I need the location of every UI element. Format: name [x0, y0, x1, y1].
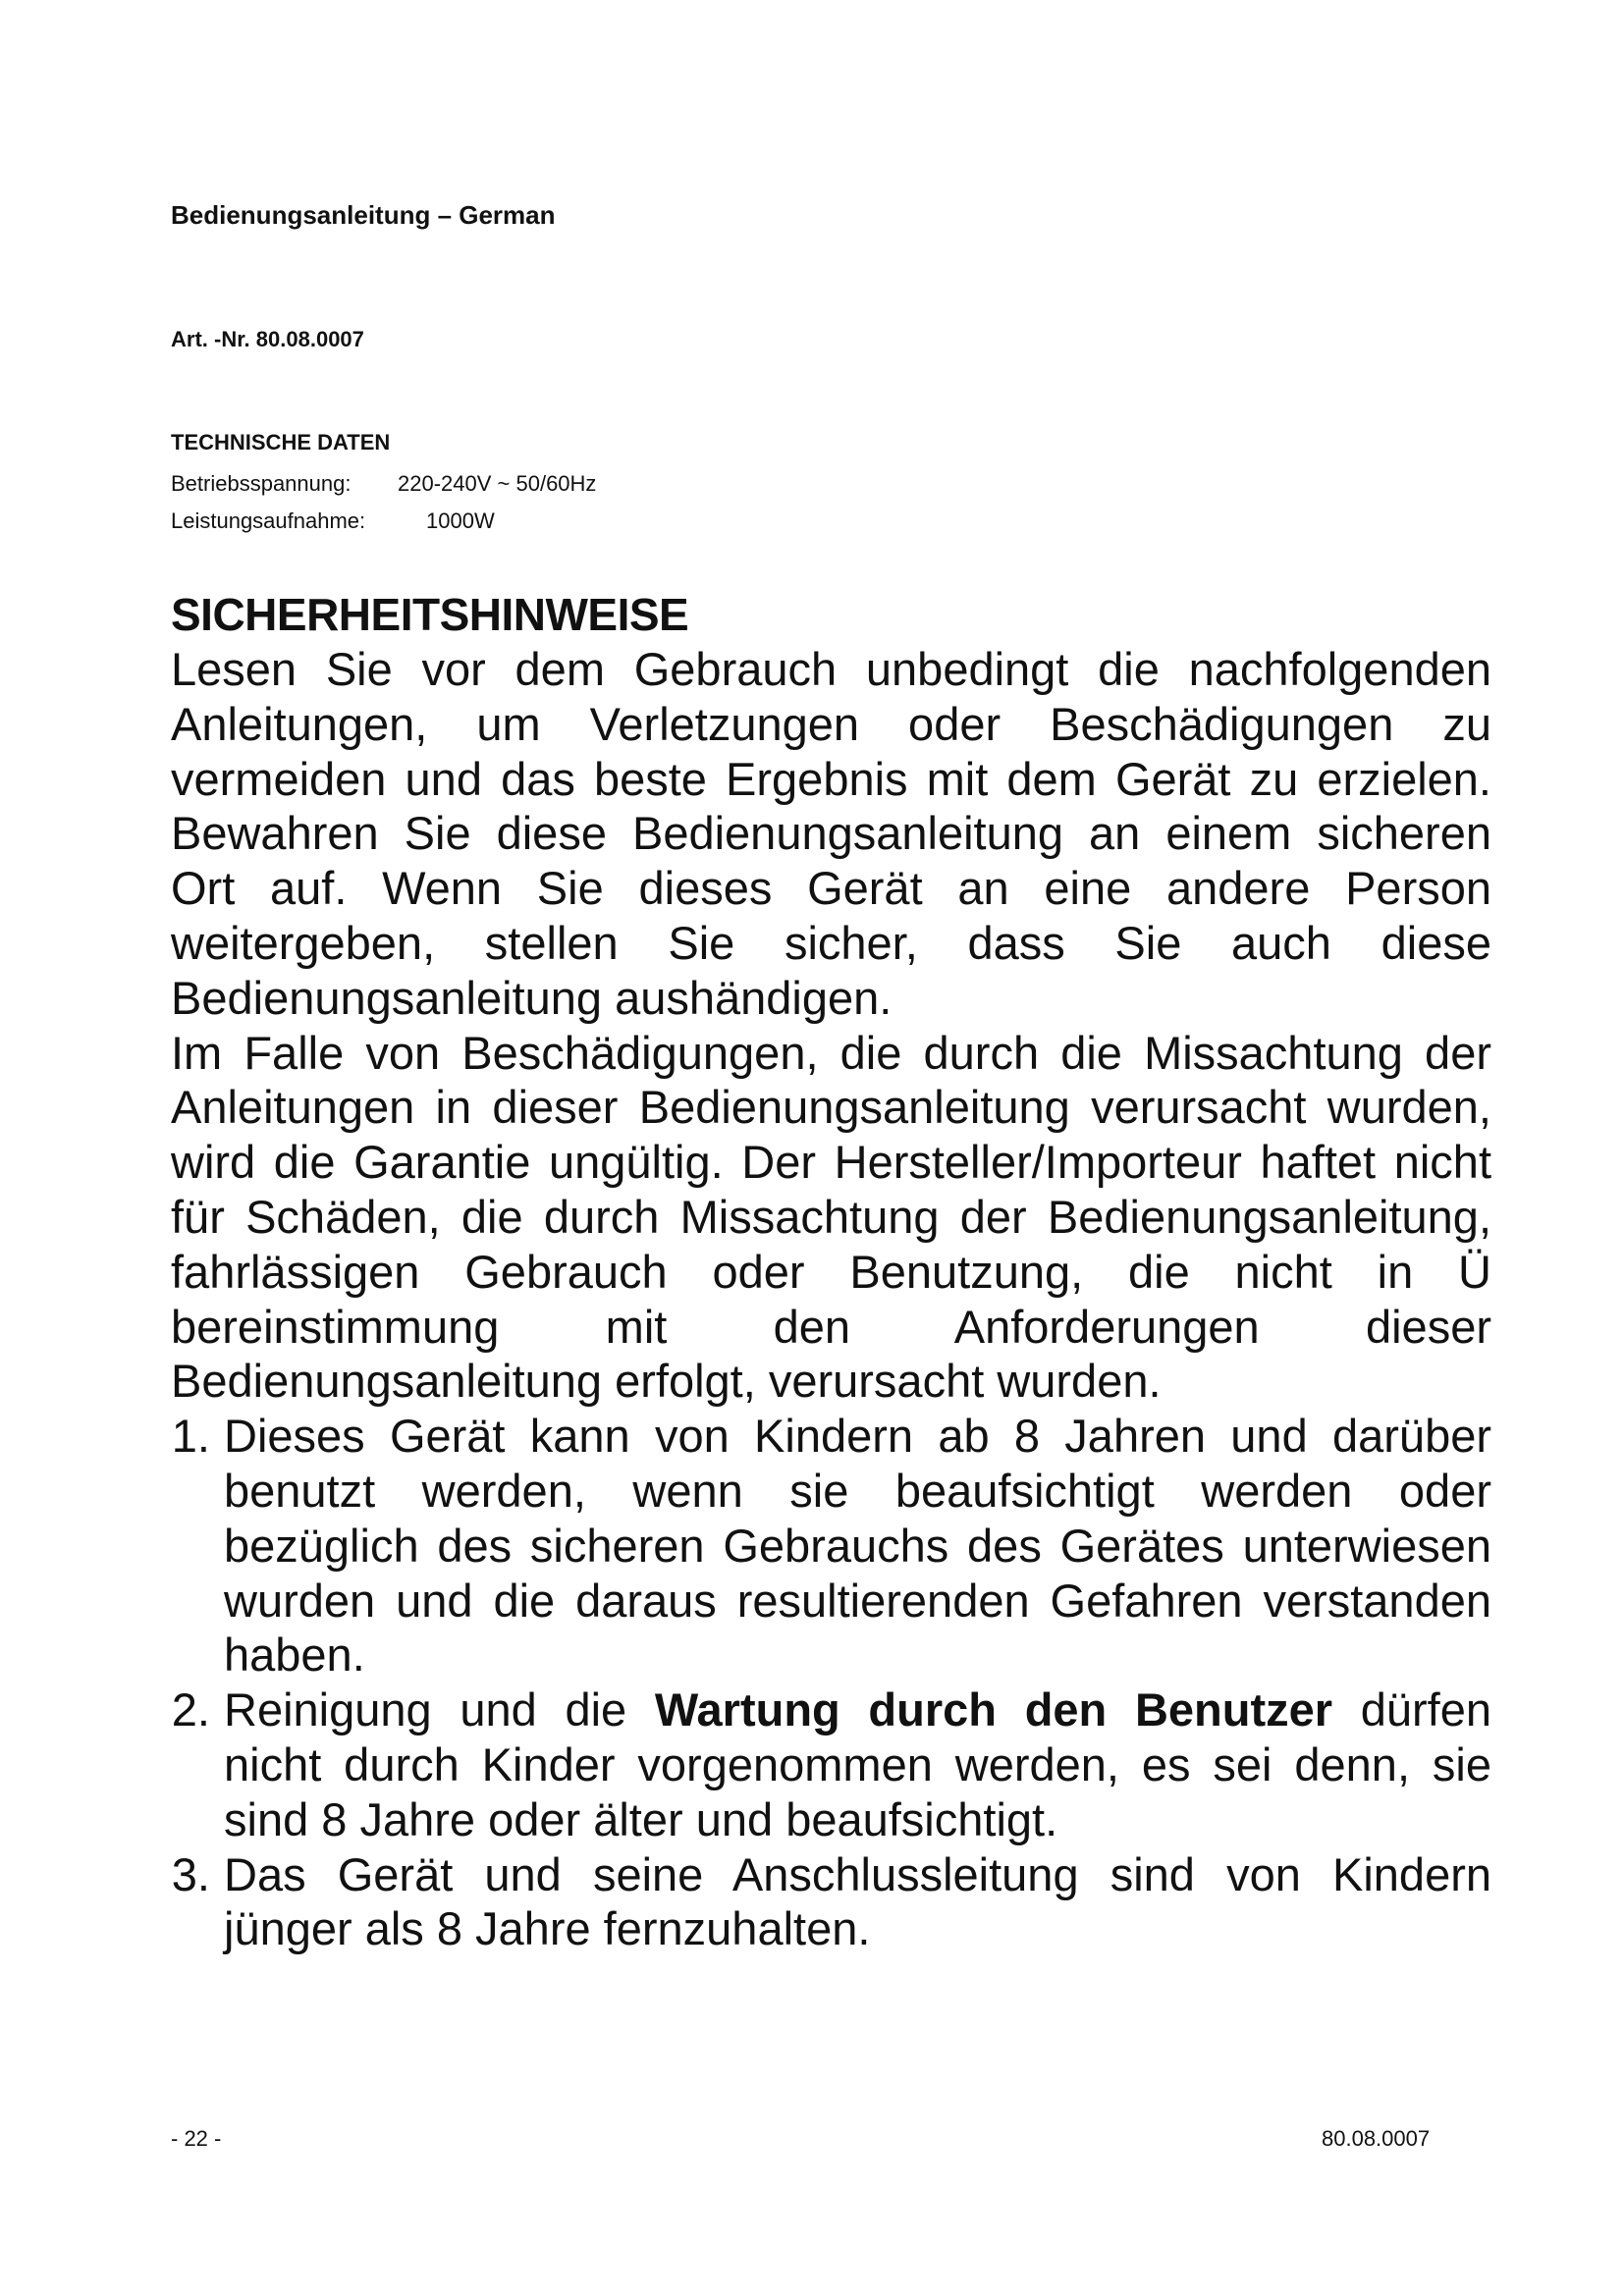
list-item-number: 3. [171, 1847, 210, 1900]
article-number: Art. -Nr. 80.08.0007 [171, 327, 364, 351]
list-item-text-start: Reinigung und die [224, 1683, 655, 1736]
safety-list [171, 1409, 1491, 1956]
list-item-text: Das Gerät und seine Anschlussleitung sind von Kindern jünger als 8 Jahre fernzuhalten. [224, 1847, 1491, 1955]
list-item-number: 1. [171, 1410, 210, 1463]
document-title: Bedienungsanleitung – German [171, 200, 556, 230]
safety-section [171, 587, 1491, 1956]
spec-label-voltage: Betriebsspannung: [171, 471, 352, 496]
spec-value-power: 1000W [426, 508, 495, 533]
safety-paragraph-warranty: Im Falle von Beschädigungen, die durch die Missachtung der Anleitungen in dieser Bedienungsanleitung verursacht wurden, wird die Garantie ungültig. Der Hersteller/Importeur haftet nicht für Schäden, die durch Missachtung der Bedienungsanleitung, fahrlässigen Gebrauch oder Benutzung, die nicht in Ü bereinstimmung mit den Anforderungen dieser Bedienungsanleitung erfolgt, verursacht wurden. [171, 1026, 1491, 1408]
spec-row-voltage [171, 465, 596, 503]
list-item-text-end: dürfen nicht durch Kinder vorgenommen werden, es sei denn, sie sind 8 Jahre oder älter und beaufsichtigt. [224, 1683, 1491, 1845]
page-number: - 22 - [171, 2126, 222, 2151]
spec-label-power: Leistungsaufnahme: [171, 508, 366, 533]
spec-row-power [171, 503, 596, 540]
list-item [171, 1409, 1491, 1682]
technical-data-heading: TECHNISCHE DATEN [171, 430, 391, 454]
safety-heading: SICHERHEITSHINWEISE [171, 589, 689, 640]
list-item-text-bold: Wartung durch den Benutzer [654, 1683, 1333, 1736]
list-item-text: Dieses Gerät kann von Kindern ab 8 Jahren und darüber benutzt werden, wenn sie beaufsichtigt werden oder bezüglich des sicheren Gebrauchs des Gerätes unterwiesen wurden und die daraus resultierenden Gefahren verstanden haben. [224, 1410, 1491, 1682]
list-item [171, 1682, 1491, 1846]
footer-document-code: 80.08.0007 [1322, 2126, 1431, 2151]
list-item [171, 1847, 1491, 1957]
list-item-number: 2. [171, 1683, 210, 1736]
spec-value-voltage: 220-240V ~ 50/60Hz [398, 471, 597, 496]
technical-data-section [171, 424, 596, 540]
safety-paragraph-intro: Lesen Sie vor dem Gebrauch unbedingt die nachfolgenden Anleitungen, um Verletzungen oder Beschädigungen zu vermeiden und das beste Ergebnis mit dem Gerät zu erzielen. Bewahren Sie diese Bedienungsanleitung an einem sicheren Ort auf. Wenn Sie dieses Gerät an eine andere Person weitergeben, stellen Sie sicher, dass Sie auch diese Bedienungsanleitung aushändigen. [171, 643, 1491, 1024]
